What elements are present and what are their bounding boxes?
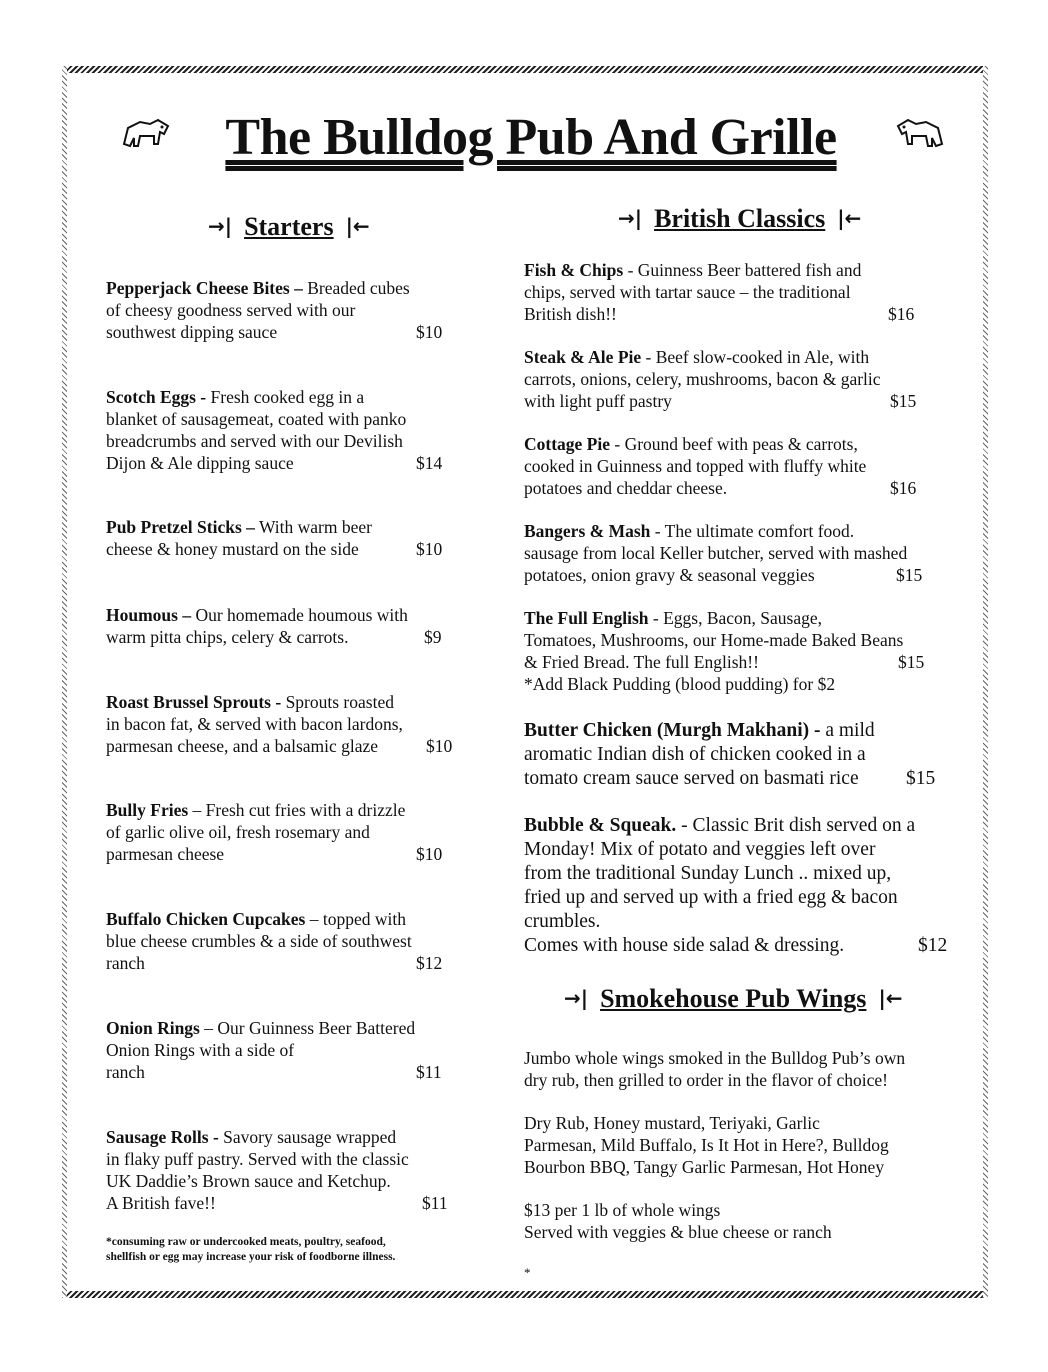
price: $10 — [416, 322, 443, 342]
arrow-left-icon: |← — [345, 214, 370, 238]
menu-item: Bangers & Mash - The ultimate comfort food. sausage from local Keller butcher, served with mashed potatoes, onion gravy & seasonal veggies $15 — [524, 521, 923, 585]
price: $11 — [416, 1062, 442, 1082]
price: $10 — [416, 844, 443, 864]
price: $10 — [416, 539, 443, 559]
border-right — [983, 66, 988, 1298]
menu-item: Fish & Chips - Guinness Beer battered fish and chips, served with tartar sauce – the traditional British dish!! $16 — [524, 260, 915, 324]
border-bottom — [62, 1291, 988, 1298]
menu-item: Steak & Ale Pie - Beef slow-cooked in Ale, with carrots, onions, celery, mushrooms, bacon & garlic with light puff pastry $15 — [524, 347, 917, 411]
health-notice: *consuming raw or undercooked meats, poultry, seafood, shellfish or egg may increase your risk of foodborne illness. — [106, 1236, 396, 1263]
menu-item: Houmous – Our homemade houmous with warm pitta chips, celery & carrots. $9 — [106, 605, 442, 647]
menu-item: Onion Rings – Our Guinness Beer Battered Onion Rings with a side of ranch $11 — [106, 1018, 442, 1082]
wings-price: $13 per 1 lb of whole wings Served with veggies & blue cheese or ranch — [524, 1200, 832, 1242]
border-left — [62, 66, 67, 1298]
menu-item: Pepperjack Cheese Bites – Breaded cubes of cheesy goodness served with our southwest dipping sauce $10 — [106, 278, 443, 342]
title-row — [100, 108, 950, 178]
menu-item: Bully Fries – Fresh cut fries with a drizzle of garlic olive oil, fresh rosemary and parmesan cheese $10 — [106, 800, 443, 864]
wings-description: Jumbo whole wings smoked in the Bulldog Pub’s own dry rub, then grilled to order in the flavor of choice! — [524, 1048, 906, 1090]
price: $15 — [906, 768, 936, 789]
arrow-right-icon: →| — [564, 986, 589, 1010]
wings-heading: →| Smokehouse Pub Wings |← — [564, 984, 903, 1013]
bulldog-icon — [892, 114, 948, 154]
menu-item: Buffalo Chicken Cupcakes – topped with blue cheese crumbles & a side of southwest ranch $12 — [106, 909, 443, 973]
price: $15 — [898, 652, 925, 672]
wings-flavors: Dry Rub, Honey mustard, Teriyaki, Garlic Parmesan, Mild Buffalo, Is It Hot in Here?, Bulldog Bourbon BBQ, Tangy Garlic Parmesan, Hot Honey — [524, 1113, 889, 1177]
page-title: The Bulldog Pub And Grille — [225, 109, 837, 166]
price: $12 — [416, 953, 443, 973]
menu-item: Roast Brussel Sprouts - Sprouts roasted in bacon fat, & served with bacon lardons, parmesan cheese, and a balsamic glaze $10 — [106, 692, 453, 756]
price: $11 — [422, 1193, 448, 1213]
price: $15 — [890, 391, 917, 411]
price: $16 — [890, 478, 917, 498]
price: $10 — [426, 736, 453, 756]
menu-item: Bubble & Squeak. - Classic Brit dish served on a Monday! Mix of potato and veggies left over from the traditional Sunday Lunch .. mixed up, fried up and served up with a fried egg & bacon crumbles. Comes with house side salad & dressing. $12 — [524, 815, 948, 956]
bulldog-icon — [118, 114, 174, 154]
arrow-left-icon: |← — [837, 206, 862, 230]
arrow-right-icon: →| — [618, 206, 643, 230]
british-classics-heading: →| British Classics |← — [618, 204, 862, 233]
arrow-right-icon: →| — [208, 214, 233, 238]
arrow-left-icon: |← — [878, 986, 903, 1010]
menu-item: Sausage Rolls - Savory sausage wrapped in flaky puff pastry. Served with the classic UK Daddie’s Brown sauce and Ketchup. A British fave!! $11 — [106, 1127, 448, 1213]
price: $15 — [896, 565, 923, 585]
border-top — [62, 66, 988, 73]
price: $16 — [888, 304, 915, 324]
menu-item: Cottage Pie - Ground beef with peas & carrots, cooked in Guinness and topped with fluffy white potatoes and cheddar cheese. $16 — [524, 434, 917, 498]
price: $14 — [416, 453, 443, 473]
starters-heading: →| Starters |← — [208, 212, 370, 241]
menu-item: Butter Chicken (Murgh Makhani) - a mild aromatic Indian dish of chicken cooked in a tomato cream sauce served on basmati rice $15 — [524, 720, 936, 789]
price: $9 — [424, 627, 442, 647]
price: $12 — [918, 935, 948, 956]
wings-footnote: * — [524, 1265, 531, 1280]
menu-item: The Full English - Eggs, Bacon, Sausage, Tomatoes, Mushrooms, our Home-made Baked Beans & Fried Bread. The full English!! $15 *Add Black Pudding (blood pudding) for $2 — [524, 608, 925, 694]
menu-item: Scotch Eggs - Fresh cooked egg in a blanket of sausagemeat, coated with panko breadcrumbs and served with our Devilish Dijon & Ale dipping sauce $14 — [106, 387, 443, 473]
menu-item: Pub Pretzel Sticks – With warm beer cheese & honey mustard on the side $10 — [106, 517, 443, 559]
